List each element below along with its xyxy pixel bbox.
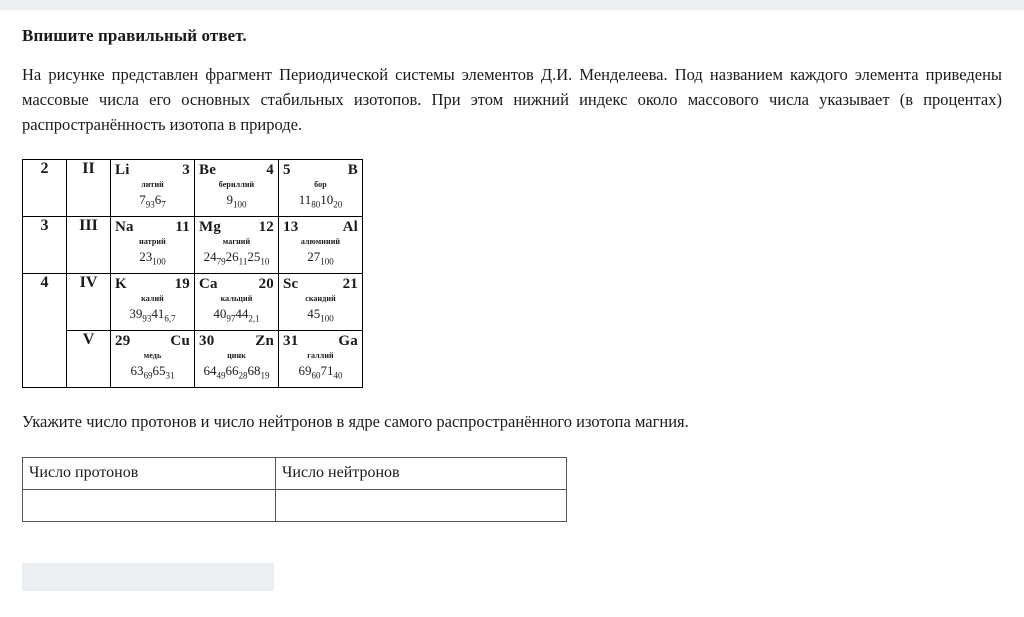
element-isotopes [115,192,190,210]
page-content [0,10,1024,522]
isotope-abundance: 7 [161,199,166,210]
element-isotopes [199,249,274,267]
isotope-abundance: 100 [320,313,334,324]
element-name: цинк [227,351,246,361]
group-label: IV [67,274,111,331]
element-cell-mg [195,217,279,274]
answer-input-protons[interactable] [23,489,276,521]
element-number: 4 [266,162,274,179]
isotope-abundance: 100 [152,256,166,267]
isotope-value: $39_{93}$ [129,306,152,324]
element-symbol: B [347,162,358,179]
element-name: калий [141,294,164,304]
isotope-abundance: 20 [333,199,343,210]
isotope-value: $64_{49}$ [203,363,226,381]
element-isotopes [199,192,274,210]
element-name: кальций [220,294,253,304]
isotope-abundance: 100 [320,256,334,267]
element-cell-sc [279,274,363,331]
element-name: медь [143,351,162,361]
element-cell-cu [111,331,195,388]
element-symbol: Be [199,162,217,179]
isotope-abundance: 28 [238,370,248,381]
isotope-abundance: 19 [260,370,270,381]
isotope-abundance: 6,7 [164,313,176,324]
element-number: 13 [283,219,299,236]
isotope-value: $40_{97}$ [213,306,236,324]
footer-placeholder-bar [22,563,274,591]
element-isotopes [283,192,358,210]
question-text: Укажите число протонов и число нейтронов в ядре самого распространённого изотопа магния. [22,412,689,432]
isotope-value: $24_{79}$ [203,249,226,267]
element-symbol: Zn [255,333,274,350]
periodic-table-figure [22,159,1024,388]
table-row [23,217,363,274]
isotope-value: $66_{28}$ [225,363,248,381]
isotope-abundance: 49 [216,370,226,381]
isotope-value: $71_{40}$ [320,363,343,381]
element-isotopes [115,249,190,267]
element-number: 20 [258,276,274,293]
table-row [23,160,363,217]
top-decorative-strip [0,0,1024,10]
element-cell-zn [195,331,279,388]
element-cell-ga [279,331,363,388]
element-name: натрий [139,237,166,247]
table-row [23,457,567,489]
element-symbol: Na [115,219,134,236]
element-name: скандий [305,294,336,304]
element-number: 30 [199,333,215,350]
isotope-abundance: 10 [260,256,270,267]
isotope-value: $68_{19}$ [247,363,270,381]
element-cell-k [111,274,195,331]
element-number: 12 [258,219,274,236]
page-title: Впишите правильный ответ. [22,26,247,45]
isotope-abundance: 60 [311,370,321,381]
group-label: V [67,331,111,388]
isotope-value: $9_{100}$ [226,192,247,210]
isotope-value: $65_{31}$ [152,363,175,381]
task-intro-text: На рисунке представлен фрагмент Периодической системы элементов Д.И. Менделеева. Под названием каждого элемента приведены массовые числа его основных стабильных изотопов. При этом нижний индекс около массового числа указывает (в процентах) распространённость изотопа в природе. [22,65,1002,135]
isotope-abundance: 93 [145,199,155,210]
isotope-value: $6_7$ [154,192,166,210]
element-name: бор [314,180,327,190]
isotope-abundance: 11 [238,256,248,267]
isotope-abundance: 69 [143,370,153,381]
isotope-value: $25_{10}$ [247,249,270,267]
element-isotopes [115,306,190,324]
element-symbol: K [115,276,127,293]
isotope-value: $45_{100}$ [307,306,334,324]
table-row [23,489,567,521]
element-symbol: Ca [199,276,218,293]
element-name: литий [141,180,164,190]
isotope-value: $7_{93}$ [139,192,155,210]
element-symbol: Mg [199,219,222,236]
isotope-abundance: 97 [226,313,236,324]
element-isotopes [199,363,274,381]
periodic-table [22,159,363,388]
element-number: 31 [283,333,299,350]
element-cell-li [111,160,195,217]
answer-input-neutrons[interactable] [276,489,567,521]
element-number: 19 [174,276,190,293]
isotope-value: $26_{11}$ [225,249,248,267]
isotope-abundance: 31 [165,370,175,381]
element-cell-ca [195,274,279,331]
period-label: 3 [23,217,67,274]
element-cell-be [195,160,279,217]
element-name: алюминий [300,237,341,247]
element-cell-na [111,217,195,274]
answer-header-neutrons: Число нейтронов [276,457,567,489]
table-row [23,274,363,331]
element-name: бериллий [218,180,255,190]
isotope-value: $27_{100}$ [307,249,334,267]
element-symbol: Li [115,162,130,179]
isotope-value: $23_{100}$ [139,249,166,267]
element-isotopes [283,249,358,267]
period-label: 4 [23,274,67,388]
element-isotopes [283,306,358,324]
isotope-abundance: 80 [311,199,321,210]
element-symbol: Cu [170,333,190,350]
isotope-value: $41_{6,7}$ [151,306,176,324]
element-number: 29 [115,333,131,350]
element-cell-b [279,160,363,217]
group-label: II [67,160,111,217]
element-number: 3 [182,162,190,179]
element-symbol: Sc [283,276,299,293]
isotope-abundance: 93 [142,313,152,324]
element-isotopes [283,363,358,381]
group-label: III [67,217,111,274]
element-isotopes [115,363,190,381]
element-symbol: Al [342,219,358,236]
isotope-abundance: 2,1 [248,313,260,324]
element-name: магний [222,237,251,247]
element-cell-al [279,217,363,274]
element-number: 21 [342,276,358,293]
element-symbol: Ga [338,333,358,350]
isotope-value: $69_{60}$ [298,363,321,381]
answer-table [22,457,567,522]
isotope-value: $63_{69}$ [130,363,153,381]
element-isotopes [199,306,274,324]
isotope-abundance: 79 [216,256,226,267]
answer-header-protons: Число протонов [23,457,276,489]
element-name: галлий [307,351,334,361]
isotope-value: $11_{80}$ [298,192,321,210]
period-label: 2 [23,160,67,217]
table-row [23,331,363,388]
isotope-abundance: 100 [233,199,247,210]
element-number: 11 [175,219,190,236]
isotope-abundance: 40 [333,370,343,381]
isotope-value: $44_{2,1}$ [235,306,260,324]
element-number: 5 [283,162,291,179]
isotope-value: $10_{20}$ [320,192,343,210]
